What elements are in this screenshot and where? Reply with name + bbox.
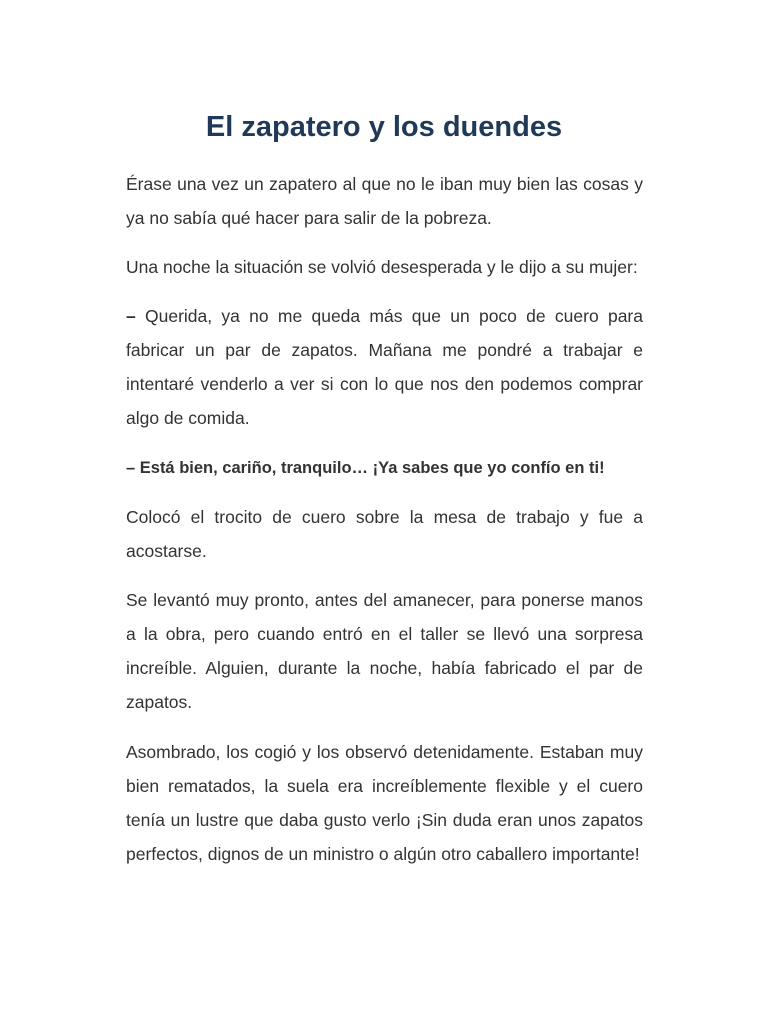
paragraph-1: Érase una vez un zapatero al que no le iban muy bien las cosas y ya no sabía qué hacer para salir de la pobreza.: [126, 174, 643, 228]
paragraph-5: Colocó el trocito de cuero sobre la mesa de trabajo y fue a acostarse.: [126, 507, 643, 561]
dialogue-dash: –: [126, 306, 136, 326]
document-title: El zapatero y los duendes: [205, 111, 563, 143]
paragraph-3-text: Querida, ya no me queda más que un poco de cuero para fabricar un par de zapatos. Mañana me pondré a trabajar e intentaré venderlo a ver si con lo que nos den podemos comprar algo de comida.: [126, 306, 643, 428]
paragraph-2: Una noche la situación se volvió desesperada y le dijo a su mujer:: [126, 257, 638, 277]
paragraph-4: – Está bien, cariño, tranquilo… ¡Ya sabes que yo confío en ti!: [126, 459, 605, 477]
paragraph-3: [126, 299, 643, 435]
paragraph-6: Se levantó muy pronto, antes del amanecer, para ponerse manos a la obra, pero cuando entró en el taller se llevó una sorpresa increíble. Alguien, durante la noche, había fabricado el par de zapatos.: [126, 590, 643, 712]
paragraph-7: Asombrado, los cogió y los observó detenidamente. Estaban muy bien rematados, la suela era increíblemente flexible y el cuero tenía un lustre que daba gusto verlo ¡Sin duda eran unos zapatos perfectos, dignos de un ministro o algún otro caballero importante!: [126, 742, 643, 864]
